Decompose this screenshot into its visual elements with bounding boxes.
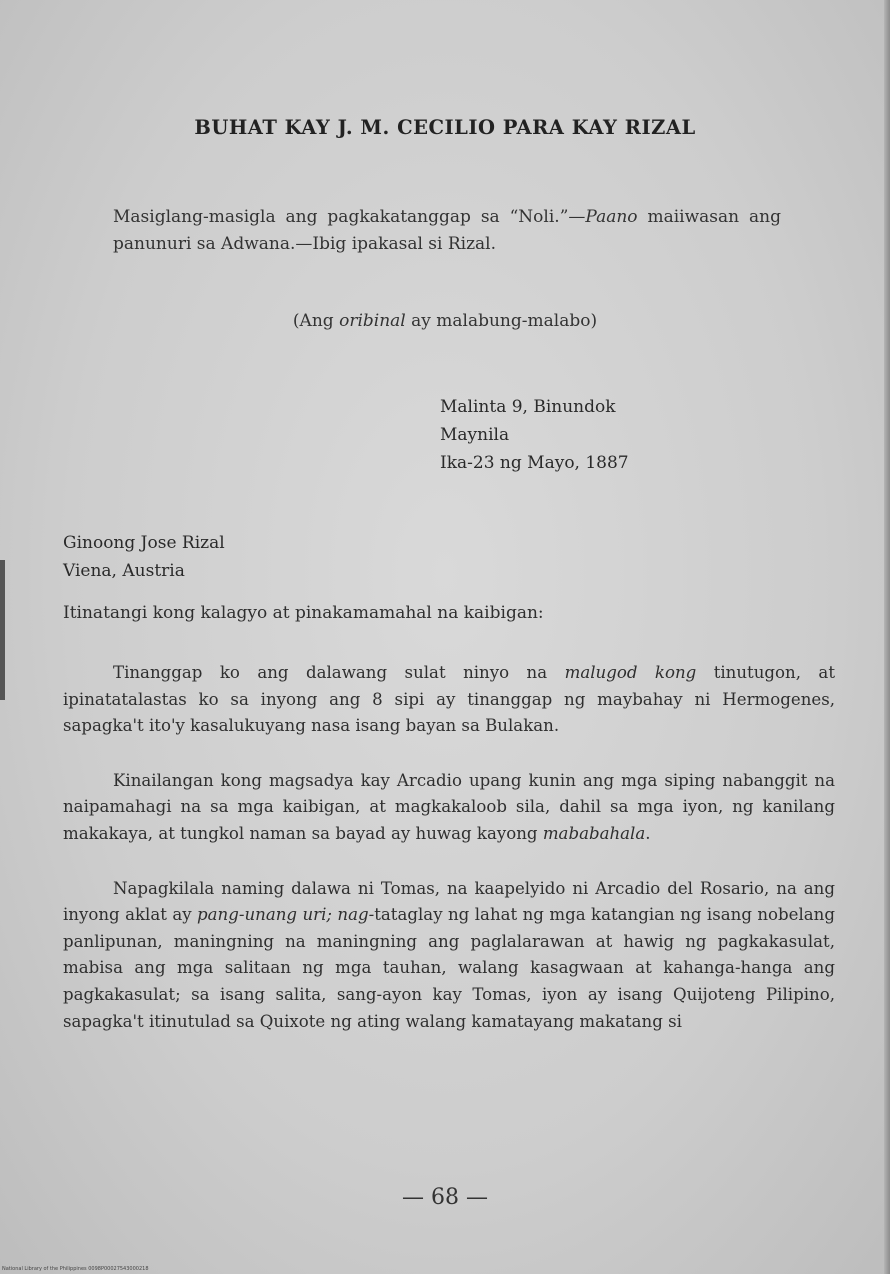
summary-rest: maiiwasan ang panunuri sa Adwana.—Ibig ipakasal si Rizal.	[113, 207, 781, 254]
dateline-city: Maynila	[440, 425, 510, 445]
library-credit: National Library of the Philippines 0098P00027543000218	[2, 1266, 149, 1272]
dateline-address: Malinta 9, Binundok	[440, 397, 616, 417]
p1-text-a: Tinanggap ko ang dalawang sulat ninyo na	[113, 663, 565, 682]
paragraph-1	[63, 660, 835, 740]
p3-italic: pang-unang uri; nag-	[197, 905, 375, 925]
original-note	[0, 311, 890, 331]
addressee	[63, 529, 225, 585]
summary-text: Masiglang-masigla ang pagkakatanggap sa “Noli.”—	[113, 207, 586, 227]
paragraph-2	[63, 768, 835, 848]
p3-text-a: Napagkilala naming dalawa ni Tomas, na kaapelyido ni Arcadio del Rosario, na ang inyong aklat ay	[63, 878, 835, 925]
p1-italic: malugod kong	[564, 663, 697, 682]
p2-text-a: Kinailangan kong magsadya kay Arcadio upang kunin ang mga siping nabanggit na naipamahagi na sa mga kaibigan, at magkakaloob sila, dahil sa mga iyon, ng kanilang makakaya, at tungkol naman sa bayad ay huwag kayong	[63, 770, 835, 843]
addressee-name: Ginoong Jose Rizal	[63, 533, 225, 553]
page-edge-left	[0, 560, 5, 700]
addressee-place: Viena, Austria	[63, 561, 185, 581]
p1-text-b: tinutugon, at ipinatatalastas ko sa inyong ang 8 sipi ay tinanggap ng maybahay ni Hermogenes, sapagka't ito'y kasalukuyang nasa isang bayan sa Bulakan.	[63, 663, 835, 736]
p3-text-b: tataglay ng lahat ng mga katangian ng isang nobelang panlipunan, maningning na maningning ang paglalarawan at hawig ng pagkakasulat, mabisa ang mga salitaan ng mga tauhan, walang kasagwaan at kahanga-hanga ang pagkakasulat; sa isang salita, sang-ayon kay Tomas, iyon ay isang Quijoteng Pilipino, sapagka't itinutulad sa Quixote ng ating walang kamatayang makatang si	[63, 905, 835, 1031]
note-close: ay malabung-malabo)	[405, 311, 598, 331]
note-italic: oribinal	[339, 311, 406, 331]
summary-italic: Paano	[585, 207, 638, 227]
letter-title: BUHAT KAY J. M. CECILIO PARA KAY RIZAL	[194, 116, 696, 139]
paragraph-3	[63, 876, 835, 1036]
dateline-date: Ika-23 ng Mayo, 1887	[440, 453, 629, 473]
page-number: — 68 —	[402, 1185, 488, 1210]
salutation: Itinatangi kong kalagyo at pinakamamahal na kaibigan:	[63, 603, 544, 623]
p2-text-b: .	[645, 823, 651, 843]
letter-body	[63, 660, 835, 1063]
page-edge-right	[884, 0, 890, 1274]
dateline	[440, 393, 629, 477]
letter-summary	[113, 204, 781, 258]
p2-italic: mababahala	[542, 823, 646, 843]
note-open: (Ang	[292, 311, 340, 331]
